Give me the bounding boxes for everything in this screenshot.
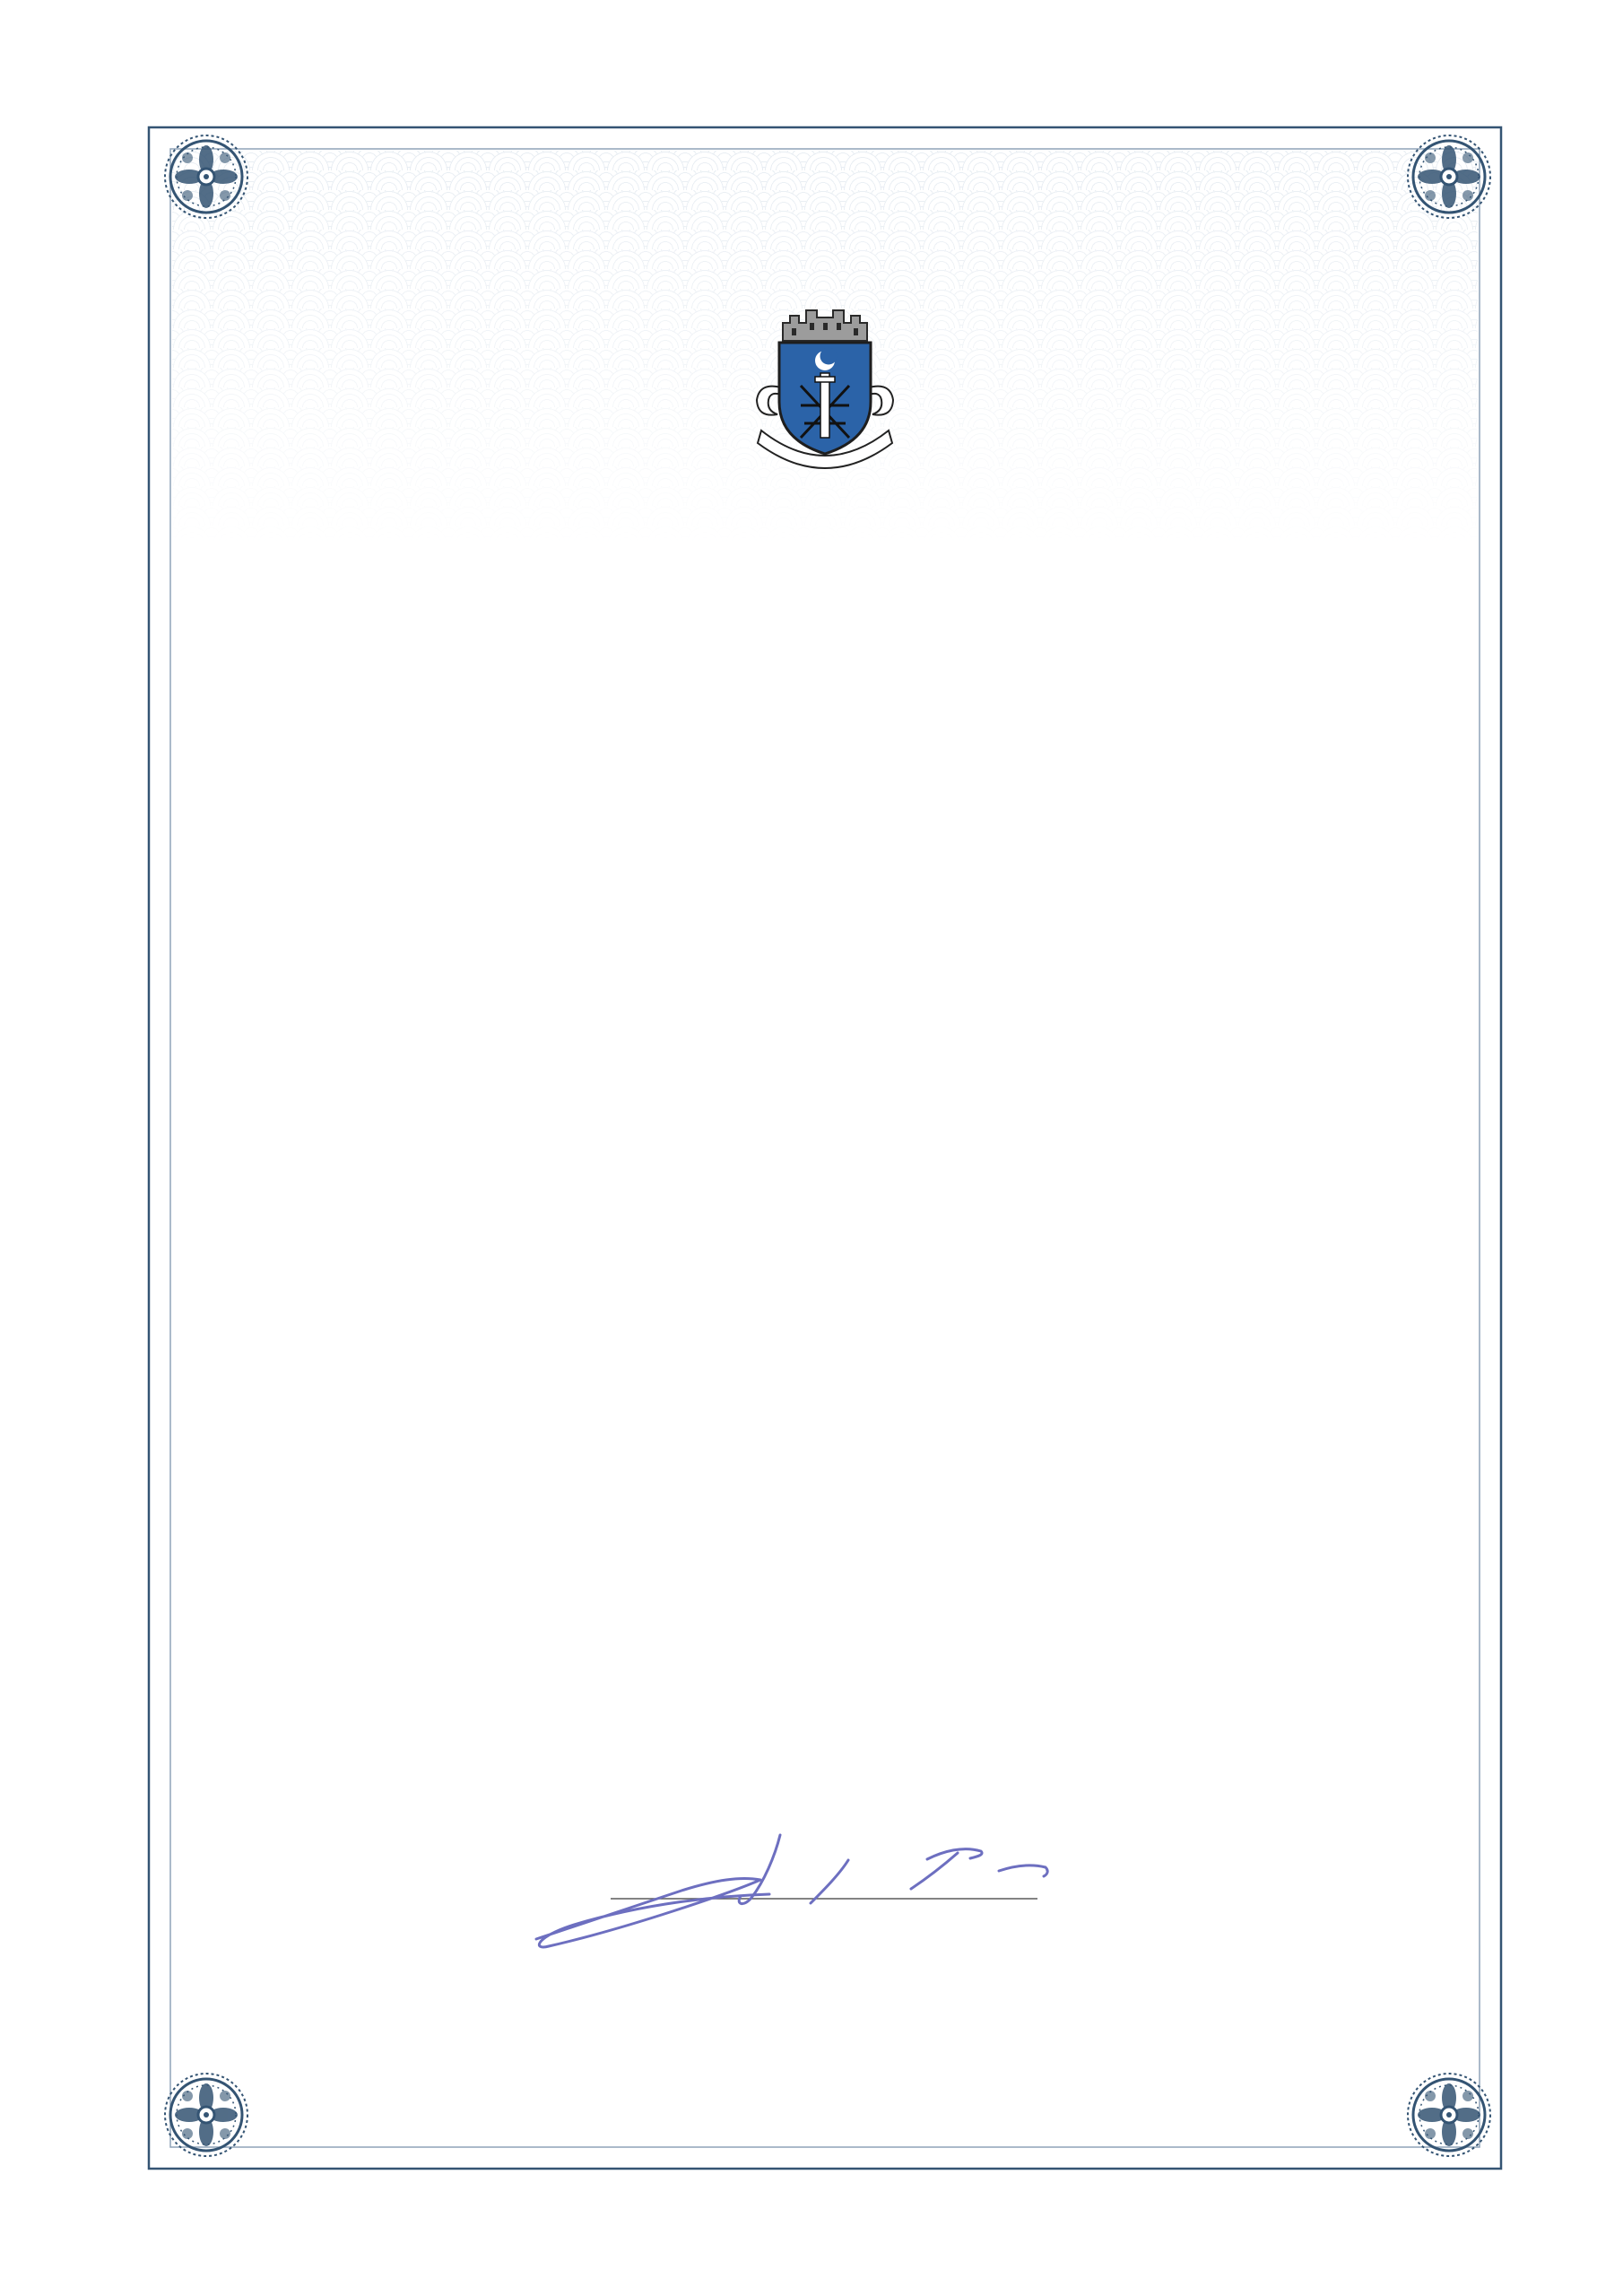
corner-medallion-top-left — [165, 135, 247, 218]
scroll-left — [757, 387, 781, 415]
corner-medallion-bottom-right — [1408, 2074, 1490, 2156]
coat-of-arms-logo — [749, 296, 901, 475]
handwritten-signature — [520, 1821, 1058, 1955]
corner-medallion-top-right — [1408, 135, 1490, 218]
corner-medallion-bottom-left — [165, 2074, 247, 2156]
municipality-name — [152, 486, 1497, 529]
scroll-right — [869, 387, 893, 415]
